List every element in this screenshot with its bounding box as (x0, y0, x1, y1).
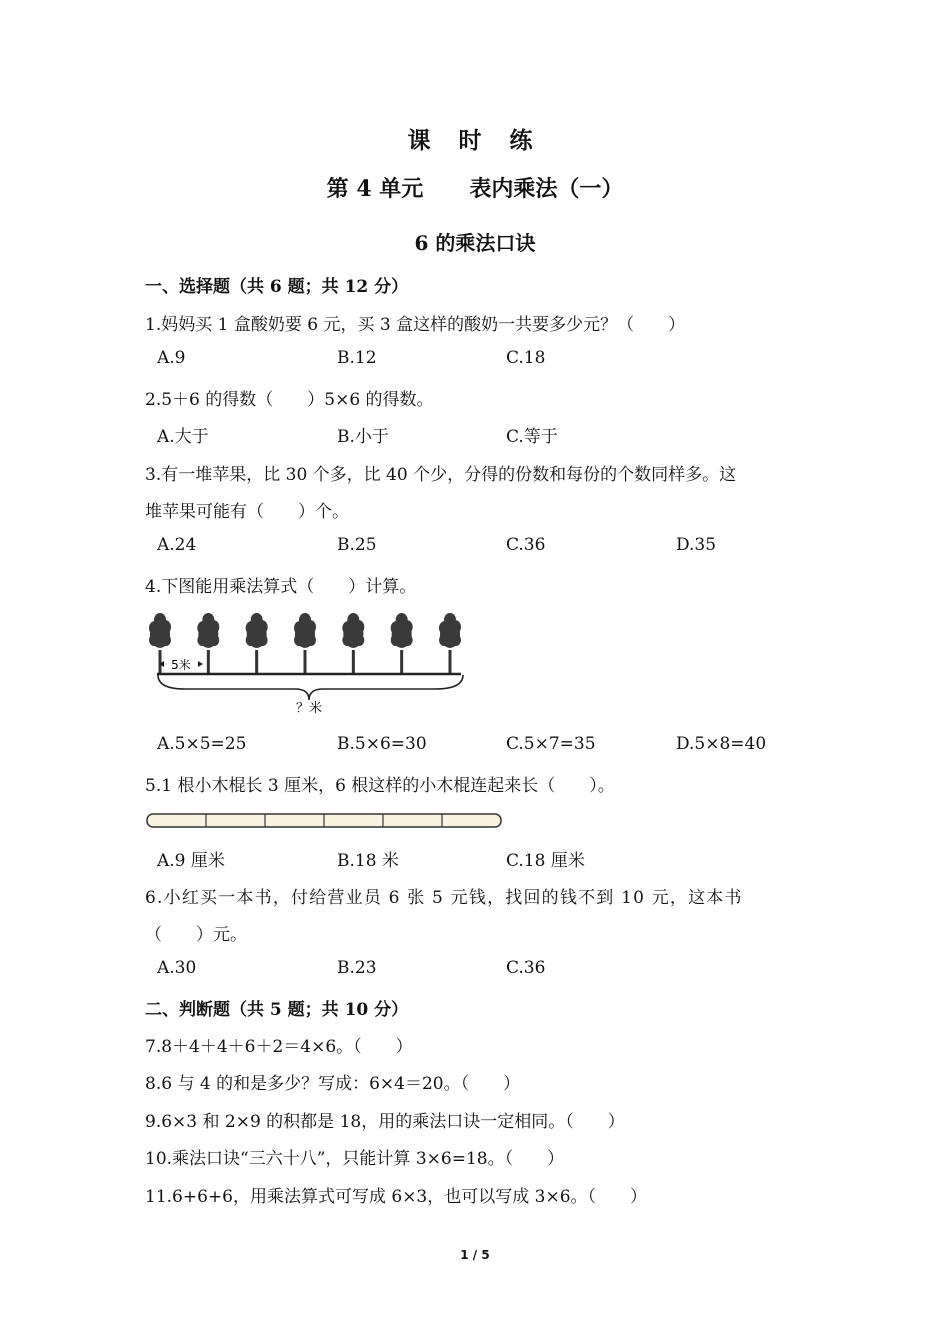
unit-heading (0, 172, 950, 203)
q4-option-a: A.5×5=25 (157, 734, 247, 754)
q5-option-c: C.18 厘米 (506, 851, 585, 871)
stick-figure (145, 810, 505, 832)
unit-topic: 表内乘法（一） (469, 176, 624, 202)
unit-number: 第 4 单元 (326, 176, 424, 202)
q3-option-b: B.25 (337, 535, 377, 555)
tree-icon (294, 613, 316, 674)
section-choice-title: 一、选择题（共 6 题；共 12 分） (145, 277, 409, 297)
question-11: 11.6+6+6，用乘法算式可写成 6×3，也可以写成 3×6。（ ） (145, 1187, 648, 1207)
question-8: 8.6 与 4 的和是多少？写成：6×4＝20。（ ） (145, 1074, 521, 1094)
gap-marker (159, 657, 203, 672)
q3-option-c: C.36 (506, 535, 546, 555)
q5-option-a: A.9 厘米 (157, 851, 225, 871)
q5-option-b: B.18 米 (337, 851, 399, 871)
total-brace (158, 675, 463, 700)
q4-option-b: B.5×6=30 (337, 734, 427, 754)
q4-option-d: D.5×8=40 (676, 734, 767, 754)
question-4: 4.下图能用乘法算式（ ）计算。 (145, 577, 417, 597)
q1-option-a: A.9 (157, 348, 186, 368)
question-2: 2.5＋6 的得数（ ）5×6 的得数。 (145, 390, 434, 410)
q6-option-c: C.36 (506, 958, 546, 978)
q3-option-d: D.35 (676, 535, 717, 555)
lesson-title: 6 的乘法口诀 (414, 231, 536, 255)
tree-icon (391, 613, 413, 674)
question-10: 10.乘法口诀“三六十八”，只能计算 3×6=18。（ ） (145, 1149, 565, 1169)
tree-icon (342, 613, 364, 674)
question-3: 3.有一堆苹果，比 30 个多，比 40 个少，分得的份数和每份的个数同样多。这 (145, 465, 737, 485)
page-number: 1 / 5 (460, 1248, 490, 1262)
question-7: 7.8＋4＋4＋6＋2＝4×6。（ ） (145, 1037, 413, 1057)
q2-option-a: A.大于 (157, 427, 209, 447)
tree-icon (246, 613, 268, 674)
q6-option-b: B.23 (337, 958, 377, 978)
total-label: ？米 (295, 701, 323, 716)
q4-option-c: C.5×7=35 (506, 734, 596, 754)
gap-label: 5米 (171, 658, 191, 672)
question-1: 1.妈妈买 1 盒酸奶要 6 元，买 3 盒这样的酸奶一共要多少元？（ ） (145, 315, 686, 335)
tree-spacing-figure (145, 612, 475, 722)
q2-option-c: C.等于 (506, 427, 558, 447)
tree-icon (149, 613, 171, 674)
question-3-line2: 堆苹果可能有（ ）个。 (145, 502, 349, 522)
question-6: 6.小红买一本书，付给营业员 6 张 5 元钱，找回的钱不到 10 元，这本书 (145, 888, 743, 908)
question-6-line2: （ ）元。 (145, 925, 247, 945)
q2-option-b: B.小于 (337, 427, 389, 447)
tree-icon (439, 613, 461, 674)
q6-option-a: A.30 (157, 958, 197, 978)
q1-option-c: C.18 (506, 348, 546, 368)
worksheet-title: 课 时 练 (407, 127, 543, 154)
section-judge-title: 二、判断题（共 5 题；共 10 分） (145, 1000, 409, 1020)
q3-option-a: A.24 (157, 535, 197, 555)
q1-option-b: B.12 (337, 348, 377, 368)
question-9: 9.6×3 和 2×9 的积都是 18，用的乘法口诀一定相同。（ ） (145, 1112, 625, 1132)
question-5: 5.1 根小木棍长 3 厘米，6 根这样的小木棍连起来长（ ）。 (145, 776, 615, 796)
